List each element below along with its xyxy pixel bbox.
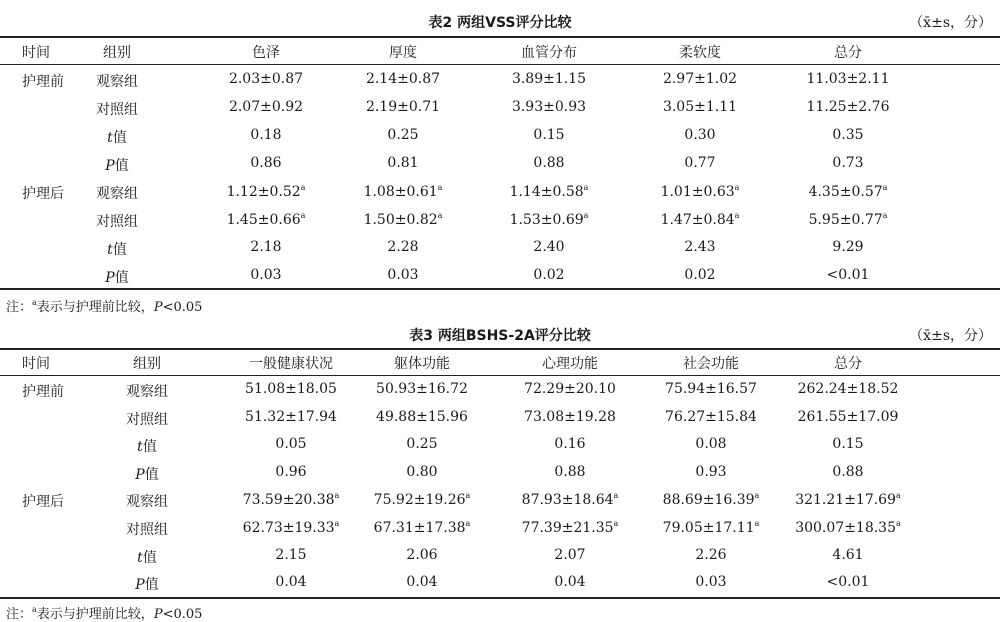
group-label: 对照组	[96, 102, 138, 118]
table-cell: 0.04	[275, 574, 307, 591]
time-label: 护理后	[22, 186, 64, 202]
table-cell: 1.08±0.61$^a$	[363, 183, 443, 200]
table3-header-5: 社会功能	[683, 356, 739, 372]
table-cell: 0.03	[387, 267, 419, 283]
table-cell: 1.12±0.52$^a$	[226, 183, 306, 200]
table-cell: 87.93±18.64$^a$	[521, 491, 619, 509]
group-label: t值	[137, 439, 157, 456]
time-label: 护理后	[22, 494, 64, 511]
table2-header-3: 厚度	[389, 45, 417, 61]
table-cell: 75.92±19.26$^a$	[373, 491, 471, 509]
table-cell: 0.80	[406, 463, 438, 480]
table-cell: 72.29±20.10	[524, 381, 616, 397]
table-cell: 0.25	[387, 127, 419, 143]
group-label: t值	[137, 549, 157, 566]
table2-header-rule	[0, 64, 1000, 65]
table-cell: 0.30	[684, 127, 716, 143]
group-label: 对照组	[126, 411, 168, 428]
table3-bottom-rule	[0, 597, 1000, 599]
table2-bottom-rule	[0, 288, 1000, 290]
table3-header-6: 总分	[834, 356, 862, 372]
table2-header-0: 时间	[22, 45, 50, 61]
table-cell: 0.77	[684, 155, 716, 171]
table2-header-5: 柔软度	[679, 45, 721, 61]
table-cell: 11.25±2.76	[806, 99, 890, 115]
table-cell: 62.73±19.33$^a$	[242, 519, 340, 536]
group-label: 观察组	[96, 74, 138, 90]
table-cell: 73.08±19.28	[524, 408, 616, 425]
group-label: P值	[135, 577, 159, 594]
group-label: 观察组	[96, 186, 138, 202]
table-cell: 50.93±16.72	[376, 381, 468, 397]
table-cell: 2.97±1.02	[662, 71, 738, 87]
table-cell: 0.86	[250, 155, 282, 171]
table-cell: 9.29	[832, 239, 864, 255]
group-label: 对照组	[96, 214, 138, 230]
table-cell: 2.18	[250, 239, 282, 255]
table-cell: 88.69±16.39$^a$	[662, 491, 760, 509]
table-cell: 0.88	[554, 463, 586, 480]
group-label: P值	[105, 270, 129, 286]
time-label: 护理前	[22, 384, 64, 400]
table-cell: 0.73	[832, 155, 864, 171]
table-cell: 1.53±0.69$^a$	[509, 211, 589, 228]
table-cell: 2.26	[695, 546, 727, 563]
table-cell: 0.02	[684, 267, 716, 283]
table2-caption: 表2 两组VSS评分比较	[428, 15, 572, 31]
group-label: t值	[107, 242, 127, 258]
group-label: P值	[135, 466, 159, 483]
table-cell: 1.01±0.63$^a$	[660, 183, 740, 200]
table-cell: 0.03	[695, 574, 727, 591]
table2-header-2: 色泽	[252, 45, 280, 61]
table3-header-0: 时间	[22, 356, 50, 372]
table-cell: <0.01	[826, 267, 870, 283]
table-cell: 0.88	[533, 155, 565, 171]
table-cell: 3.89±1.15	[511, 71, 587, 87]
table-cell: 3.05±1.11	[662, 99, 738, 115]
table-cell: 300.07±18.35$^a$	[795, 519, 901, 536]
table3-header-1: 组别	[133, 356, 161, 372]
group-label: P值	[105, 158, 129, 174]
table-cell: 4.61	[832, 546, 864, 563]
table-cell: 51.08±18.05	[245, 381, 337, 397]
table-cell: 0.04	[554, 574, 586, 591]
table-cell: 0.15	[832, 436, 864, 453]
table-cell: 11.03±2.11	[806, 71, 890, 87]
time-label: 护理前	[22, 74, 64, 90]
table-cell: 5.95±0.77$^a$	[808, 211, 888, 228]
table-cell: 2.03±0.87	[228, 71, 304, 87]
table3-header-rule	[0, 375, 1000, 376]
group-label: 对照组	[126, 522, 168, 538]
table-cell: 0.16	[554, 436, 586, 453]
table-cell: 1.50±0.82$^a$	[363, 211, 443, 228]
table-cell: 261.55±17.09	[797, 408, 899, 425]
table3-header-4: 心理功能	[542, 356, 598, 372]
group-label: 观察组	[126, 494, 168, 511]
table-cell: 0.15	[533, 127, 565, 143]
table-cell: 262.24±18.52	[797, 381, 899, 397]
table-cell: 0.03	[250, 267, 282, 283]
table-cell: 79.05±17.11$^a$	[662, 519, 760, 536]
table-cell: 0.81	[387, 155, 419, 171]
table-cell: 75.94±16.57	[665, 381, 757, 397]
table-cell: 2.28	[387, 239, 419, 255]
table-cell: <0.01	[826, 574, 870, 591]
group-label: t值	[107, 130, 127, 146]
table-cell: 0.05	[275, 436, 307, 453]
table-cell: 2.15	[275, 546, 307, 563]
table-cell: 1.45±0.66$^a$	[226, 211, 306, 228]
table2-top-rule	[0, 36, 1000, 38]
table-cell: 0.35	[832, 127, 864, 143]
table3-header-2: 一般健康状况	[249, 356, 333, 372]
table2-note: 注：$^a$表示与护理前比较，P<0.05	[6, 298, 203, 315]
table3-caption: 表3 两组BSHS-2A评分比较	[409, 328, 591, 344]
table-cell: 0.04	[406, 574, 438, 591]
table2-header-4: 血管分布	[521, 45, 577, 61]
group-label: 观察组	[126, 384, 168, 400]
table-cell: 2.07±0.92	[228, 99, 304, 115]
table3-note: 注：$^a$表示与护理前比较，P<0.05	[6, 605, 203, 622]
table-cell: 2.19±0.71	[365, 99, 441, 115]
table-cell: 0.93	[695, 463, 727, 480]
table2-unit: （x̄±s，分）	[909, 15, 992, 31]
table-cell: 77.39±21.35$^a$	[521, 519, 619, 536]
table-cell: 49.88±15.96	[376, 408, 468, 425]
table-cell: 2.06	[406, 546, 438, 563]
table-cell: 1.14±0.58$^a$	[509, 183, 589, 200]
table2-header-1: 组别	[103, 45, 131, 61]
table-cell: 76.27±15.84	[665, 408, 757, 425]
table3-unit: （x̄±s，分）	[909, 328, 992, 344]
table-cell: 0.25	[406, 436, 438, 453]
table-cell: 67.31±17.38$^a$	[373, 519, 471, 536]
table-cell: 0.18	[250, 127, 282, 143]
table-cell: 4.35±0.57$^a$	[808, 183, 888, 200]
table-cell: 2.40	[533, 239, 565, 255]
table3-header-3: 躯体功能	[394, 356, 450, 372]
table-cell: 0.96	[275, 463, 307, 480]
table3-top-rule	[0, 348, 1000, 350]
table-cell: 321.21±17.69$^a$	[795, 491, 901, 509]
table-cell: 0.08	[695, 436, 727, 453]
table-cell: 0.02	[533, 267, 565, 283]
table2-header-6: 总分	[834, 45, 862, 61]
table-cell: 2.07	[554, 546, 586, 563]
table-cell: 1.47±0.84$^a$	[660, 211, 740, 228]
table-cell: 51.32±17.94	[245, 408, 337, 425]
table-cell: 2.14±0.87	[365, 71, 441, 87]
table-cell: 0.88	[832, 463, 864, 480]
table-cell: 3.93±0.93	[511, 99, 587, 115]
table-cell: 2.43	[684, 239, 716, 255]
table-cell: 73.59±20.38$^a$	[242, 491, 340, 509]
